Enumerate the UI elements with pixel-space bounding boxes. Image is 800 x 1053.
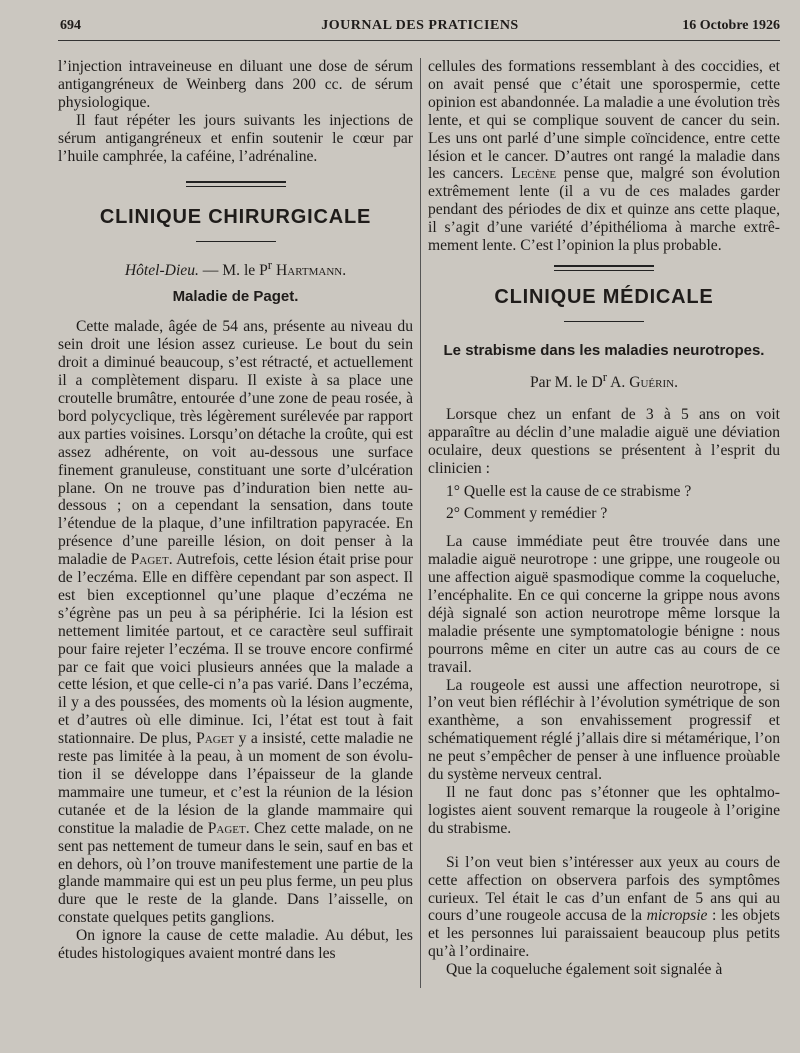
author-name: Paget [196,730,235,748]
page-header [60,18,780,40]
author-name: Paget [207,819,246,837]
article-paragraph: La rougeole est aussi une affection neurotrope, si l’on veut bien réfléchir à l’évolution symétrique de son exanthème, a son envahissement progressif et schématiquement réglé j’allais dire si métamérique, l’on ne peut s’empêcher de penser à une influence proùable du système nerveux central. [428,676,780,784]
header-rule [58,40,780,41]
byline-sup: r [267,257,273,273]
article-paragraph: On ignore la cause de cette maladie. Au début, les études histologiques avaient montré dans les [58,927,413,963]
article-paragraph [58,318,413,927]
byline-author: Hartmann. [272,262,347,280]
intro-paragraph-2: Il faut répéter les jours suivants les injections de sérum antigangréneux et enfin soutenir le cœur par l’huile camphrée, la caféine, l’adrénaline. [58,111,413,165]
byline-sup: r [602,368,608,384]
paragraph-text: . Chez cette malade, on ne sent pas nettement de tumeur dans le sein, sauf en bas et en dehors, où l’on trouve manifestement une partie de la glande mammaire qui est un peu plus ferme, un peu plus dure que le reste de la glande. Dans l’aisselle, on constate quelques petits ganglions. [58,819,413,927]
section-title-medicale: CLINIQUE MÉDICALE [494,285,714,308]
paragraph-text: cellules des formations ressemblant à des coccidies, et on avait pensé que c’était une sporospermie, cette opinion est abandonnée. La maladie a une évolution très lente, et qui se complique souvent de cancer du sein. Les uns ont parlé d’une simple coïncidence, entre cette lésion et le cancer. D’autres ont rangé la maladie dans les cancers. [428,58,780,183]
article-paragraph: Il ne faut donc pas s’étonner que les ophtalmologistes aient souvent remarque la rougeole à l’origine du strabisme. [428,784,780,837]
article-paragraph: La cause immédiate peut être trouvée dans une maladie aiguë neurotrope : une grippe, une rougeole ou une affection aiguë spasmodique comme la coqueluche, l’encéphalite. En ce qui concerne la grippe nous avons déjà signalé son action neurotrope même lorsque la maladie présente une symptomatologie bénigne : nous pourrons même en citer un autre cas au cours de ce travail. [428,533,780,676]
left-column [58,58,413,963]
article-byline [428,368,780,392]
article-paragraph: Que la coqueluche également soit signalée à [446,961,723,979]
article-byline [58,256,413,280]
author-name: Paget [130,551,169,569]
intro-paragraph-1: l’injection intraveineuse en diluant une dose de sérum antigangréneux de Weinberg dans 200 cc. de sérum physiologique. [58,58,413,111]
byline-place: Hôtel-Dieu. [124,262,199,280]
column-divider [420,58,421,988]
paragraph-text: . Autrefois, cette lésion était prise pour de l’eczéma. Elle en diffère cependant par son aspect. Il est bien exceptionnel qu’une plaque d’eczéma ne s’égrène pas un peu à sa périphérie. Ici la lésion est nettement limitée partout, et ce caractère seul suffirait pour faire rejeter l’eczéma. Il se trouve encore confirmé par ce fait que voici plusieurs années que la malade a cette lésion, et que celle-ci n’a pas varié. Dans l’eczéma, il y a des poussées, des moments où la lésion augmente, et d’autres où elle diminue. Ici, l’état est tout à fait stationnaire. De plus, [58,551,413,748]
paragraph-text: : les objets et les personnes lui paraissaient beaucoup plus petits qu’à l’ordinaire. [428,907,780,961]
byline-author: A. Guérin. [607,373,678,391]
paragraph-text: y a insisté, cette maladie ne reste pas limitée à la peau, à un moment de son évolution il se développe dans l’épaisseur de la glande mammaire une tumeur, et c’est la réunion de la lésion cutanée et de la lésion de la glande mammaire qui constitue la maladie de [58,730,413,837]
question-1: 1° Quelle est la cause de ce strabisme ? [446,482,692,500]
paragraph-text: pense que, malgré son évolution extrêmement lente (il a vu de ces malades garder pendant des périodes de dix et quinze ans cette plaque, il s’agit d’une variété d’épithélioma à marche extrêmement lente. C’est l’opinion la plus probable. [428,165,780,255]
continued-paragraph [428,58,780,255]
article-paragraph [428,854,780,961]
section-title-chirurgicale: CLINIQUE CHIRURGICALE [99,206,372,229]
term-micropsie: micropsie [646,907,708,925]
right-column [428,58,780,979]
article-paragraph: Lorsque chez un enfant de 3 à 5 ans on voit apparaître au déclin d’une maladie aiguë une déviation oculaire, deux questions se présentent à l’esprit du clinicien : [428,405,780,477]
article-title-strabisme: Le strabisme dans les maladies neurotropes. [443,341,765,359]
paragraph-text: Cette malade, âgée de 54 ans, présente au niveau du sein droit une lésion assez curieuse. Le bout du sein droit a diminué beaucoup, s’est rétracté, et actuellement il a complètement disparu. Il existe à sa place une croutelle brumâtre, entourée d’une zone de peau rosée, à bord polycyclique, très légèrement surélevée par rapport aux parties voisines. Lorsqu’on détache la croûte, qui est assez adhérente, on voit au-dessous une surface finement granuleuse, constituant une sorte d’ulcération plane. On ne trouve pas d’induration bien nette au-dessous ; on a cependant la sensation, dans toute l’étendue de la plaque, d’une infiltration papyracée. En présence d’une pareille lésion, on doit penser à la maladie de [58,318,413,569]
page-number: 694 [60,18,81,33]
byline-prefix: Par M. le D [530,373,603,391]
question-2: 2° Comment y remédier ? [446,505,608,523]
article-title-paget: Maladie de Paget. [172,288,299,306]
journal-title: JOURNAL DES PRATICIENS [321,18,519,33]
author-name: Lecène [511,165,557,183]
paragraph-text: Si l’on veut bien s’intéresser aux yeux au cours de cette affection on observera parfois des symptômes curieux. Tel était le cas d’un enfant de 5 ans qui au cours d’une rougeole accusa de la [428,853,780,925]
issue-date: 16 Octobre 1926 [682,18,780,33]
byline-prefix: — M. le P [198,262,268,280]
